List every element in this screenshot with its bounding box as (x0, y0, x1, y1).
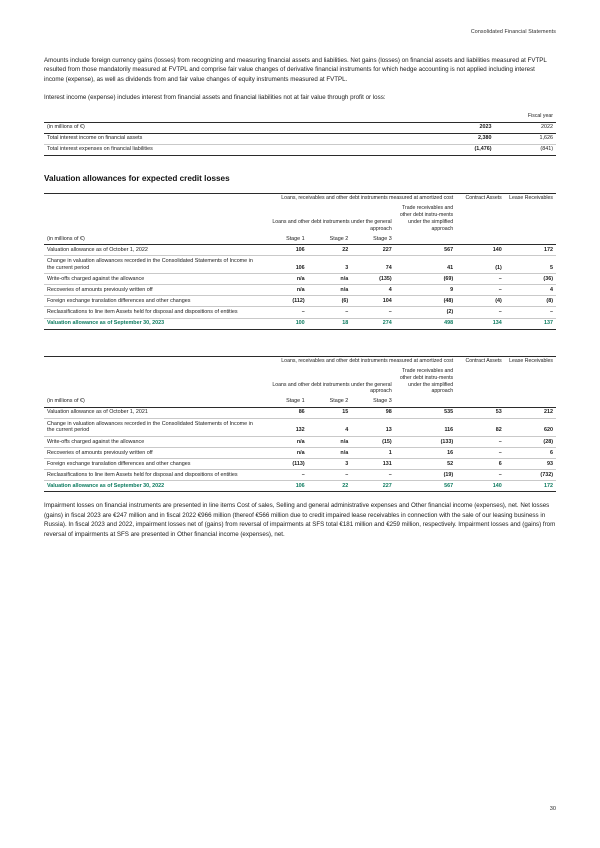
row-value: 131 (351, 459, 395, 470)
row-value: 52 (395, 459, 456, 470)
table-header-row (44, 193, 556, 203)
row-value: (6) (308, 296, 352, 307)
row-label: Write-offs charged against the allowance (44, 436, 264, 447)
row-value: 172 (505, 481, 556, 492)
row-label: Change in valuation allowances recorded in the Consolidated Statements of Income in the current period (44, 256, 264, 274)
row-value: – (456, 436, 505, 447)
row-value: 620 (505, 418, 556, 436)
row-value: – (264, 307, 308, 318)
row-value: 535 (395, 407, 456, 418)
table-row (44, 285, 556, 296)
paragraph-intro-1: Amounts include foreign currency gains (losses) from recognizing and measuring financial assets and liabilities. Net gains (losses) on financial assets and liabilities measured at FVTPL resulted from those mandatorily measured at FVTPL and comprise fair value changes of derivative financial instruments for which hedge accounting is not applied including interest income (expense), as well as dividends from and fair value changes of equity instruments measured at FVTPL. (44, 57, 547, 83)
row-value: 93 (505, 459, 556, 470)
row-value: – (456, 285, 505, 296)
row-value: (28) (505, 436, 556, 447)
row-value: 16 (395, 448, 456, 459)
table-row (44, 296, 556, 307)
row-value: 1 (351, 448, 395, 459)
row-value: n/a (264, 285, 308, 296)
row-value: – (505, 307, 556, 318)
row-value: 6 (505, 448, 556, 459)
row-value: 116 (395, 418, 456, 436)
row-label: Recoveries of amounts previously written off (44, 285, 264, 296)
table-row (44, 112, 556, 122)
row-value: 5 (505, 256, 556, 274)
row-value: 140 (456, 481, 505, 492)
row-value: 567 (395, 481, 456, 492)
row-value: 104 (351, 296, 395, 307)
table-row-total (44, 318, 556, 329)
unit-label: (in millions of €) (44, 234, 264, 245)
row-value: 98 (351, 407, 395, 418)
row-label: Recoveries of amounts previously written off (44, 448, 264, 459)
table-row (44, 448, 556, 459)
row-value: (113) (264, 459, 308, 470)
table-row (44, 418, 556, 436)
row-value: 132 (264, 418, 308, 436)
table-header-row (44, 234, 556, 245)
row-value: 140 (456, 245, 505, 256)
row-value: – (308, 307, 352, 318)
header-stage-3: Stage 3 (351, 234, 395, 245)
row-value: n/a (308, 285, 352, 296)
row-value: (133) (395, 436, 456, 447)
row-value: n/a (264, 274, 308, 285)
table-row (44, 436, 556, 447)
table-header-row (44, 122, 556, 133)
row-value: 137 (505, 318, 556, 329)
row-value: (732) (505, 470, 556, 481)
row-value: 134 (456, 318, 505, 329)
row-value: (69) (395, 274, 456, 285)
row-value: 9 (395, 285, 456, 296)
header-contract-assets: Contract Assets (456, 193, 505, 203)
row-value: – (308, 470, 352, 481)
row-label: Total interest expenses on financial liabilities (44, 144, 433, 155)
row-label: Change in valuation allowances recorded in the Consolidated Statements of Income in the current period (44, 418, 264, 436)
header-amortized-cost: Loans, receivables and other debt instruments measured at amortized cost (264, 356, 456, 366)
row-label: Valuation allowance as of October 1, 2021 (44, 407, 264, 418)
header-general-approach: Loans and other debt instruments under the general approach (272, 381, 392, 395)
row-value: – (351, 470, 395, 481)
row-value: 106 (264, 245, 308, 256)
row-value: 4 (308, 418, 352, 436)
row-value: 100 (264, 318, 308, 329)
header-amortized-cost: Loans, receivables and other debt instruments measured at amortized cost (264, 193, 456, 203)
row-value: 22 (308, 245, 352, 256)
header-stage-3: Stage 3 (351, 397, 395, 408)
table-row (44, 256, 556, 274)
row-value: 227 (351, 245, 395, 256)
interest-income-table (44, 112, 556, 156)
header-stage-1: Stage 1 (264, 234, 308, 245)
row-value: (841) (495, 144, 556, 155)
row-value: 227 (351, 481, 395, 492)
table-row (44, 133, 556, 144)
table-row (44, 274, 556, 285)
row-value: n/a (308, 436, 352, 447)
paragraph-intro-2: Interest income (expense) includes interest from financial assets and financial liabilities not at fair value through profit or loss: (44, 94, 386, 102)
row-value: (4) (456, 296, 505, 307)
row-label: Valuation allowance as of September 30, 2023 (44, 318, 264, 329)
row-value: 4 (351, 285, 395, 296)
row-value: – (456, 470, 505, 481)
fiscal-year-header: Fiscal year (527, 113, 553, 120)
row-value: 106 (264, 256, 308, 274)
row-label: Reclassifications to line item Assets held for disposal and dispositions of entities (44, 470, 264, 481)
row-label: Write-offs charged against the allowance (44, 274, 264, 285)
row-value: 567 (395, 245, 456, 256)
page-content (44, 56, 556, 548)
year-2023-header: 2023 (433, 122, 494, 133)
row-value: 498 (395, 318, 456, 329)
row-label: Valuation allowance as of October 1, 2022 (44, 245, 264, 256)
row-value: (8) (505, 296, 556, 307)
table-header-row (44, 204, 556, 234)
row-value: 212 (505, 407, 556, 418)
header-stage-2: Stage 2 (308, 397, 352, 408)
row-value: (1) (456, 256, 505, 274)
page-number: 30 (549, 806, 556, 812)
row-value: (48) (395, 296, 456, 307)
header-simplified-approach: Trade receivables and other debt instru-ments under the simplified approach (399, 368, 454, 395)
table-row (44, 245, 556, 256)
table-row-total (44, 481, 556, 492)
row-value: (15) (351, 436, 395, 447)
table-row (44, 407, 556, 418)
row-value: n/a (264, 448, 308, 459)
row-value: – (264, 470, 308, 481)
running-header: Consolidated Financial Statements (470, 29, 556, 35)
row-value: 1,626 (495, 133, 556, 144)
table-header-row (44, 397, 556, 408)
row-value: 41 (395, 256, 456, 274)
row-value: 3 (308, 256, 352, 274)
row-value: 3 (308, 459, 352, 470)
unit-label: (in millions of €) (44, 122, 433, 133)
year-2022-header: 2022 (495, 122, 556, 133)
row-label: Foreign exchange translation differences and other changes (44, 296, 264, 307)
row-value: 15 (308, 407, 352, 418)
row-value: – (456, 274, 505, 285)
table-row (44, 470, 556, 481)
row-label: Valuation allowance as of September 30, 2022 (44, 481, 264, 492)
row-value: 74 (351, 256, 395, 274)
row-value: n/a (308, 448, 352, 459)
row-value: (19) (395, 470, 456, 481)
row-value: n/a (308, 274, 352, 285)
unit-label: (in millions of €) (44, 397, 264, 408)
row-value: (112) (264, 296, 308, 307)
row-value: (1,476) (433, 144, 494, 155)
row-value: (2) (395, 307, 456, 318)
paragraph-closing: Impairment losses on financial instruments are presented in line items Cost of sales, Selling and general administrative expenses and Other financial income (expenses), net. Net losses (gains) in fiscal 2023 are €247 million and in fiscal 2022 €966 million (thereof €566 million due to credit impaired lease receivables in connection with the sale of our leasing business in Russia). In fiscal 2023 and 2022, impairment losses net of (gains) from reversal of impairments at SFS total €181 million and €259 million, respectively. Impairment losses and (gains) from reversal of impairments at SFS are presented in Other financial income (expenses), net. (44, 502, 556, 538)
header-lease-receivables: Lease Receivables (505, 356, 556, 366)
table-row (44, 307, 556, 318)
row-value: 4 (505, 285, 556, 296)
header-general-approach: Loans and other debt instruments under the general approach (272, 218, 392, 232)
row-value: 82 (456, 418, 505, 436)
row-value: 172 (505, 245, 556, 256)
row-label: Total interest income on financial assets (44, 133, 433, 144)
row-value: (36) (505, 274, 556, 285)
row-value: 13 (351, 418, 395, 436)
row-value: 274 (351, 318, 395, 329)
row-value: n/a (264, 436, 308, 447)
row-value: (135) (351, 274, 395, 285)
row-value: – (456, 448, 505, 459)
row-value: – (456, 307, 505, 318)
header-simplified-approach: Trade receivables and other debt instru-ments under the simplified approach (399, 205, 454, 232)
valuation-allowance-2023-table (44, 193, 556, 330)
section-title: Valuation allowances for expected credit losses (44, 173, 230, 183)
table-row (44, 459, 556, 470)
row-value: 2,380 (433, 133, 494, 144)
row-value: 22 (308, 481, 352, 492)
table-spacer (44, 330, 556, 352)
table-header-row (44, 367, 556, 397)
row-value: 6 (456, 459, 505, 470)
header-stage-1: Stage 1 (264, 397, 308, 408)
row-value: 18 (308, 318, 352, 329)
row-label: Foreign exchange translation differences and other changes (44, 459, 264, 470)
header-stage-2: Stage 2 (308, 234, 352, 245)
row-value: 106 (264, 481, 308, 492)
header-contract-assets: Contract Assets (456, 356, 505, 366)
table-header-row (44, 356, 556, 366)
row-label: Reclassifications to line item Assets held for disposal and dispositions of entities (44, 307, 264, 318)
row-value: 86 (264, 407, 308, 418)
row-value: 53 (456, 407, 505, 418)
table-row (44, 144, 556, 155)
header-lease-receivables: Lease Receivables (505, 193, 556, 203)
row-value: – (351, 307, 395, 318)
valuation-allowance-2022-table (44, 356, 556, 493)
